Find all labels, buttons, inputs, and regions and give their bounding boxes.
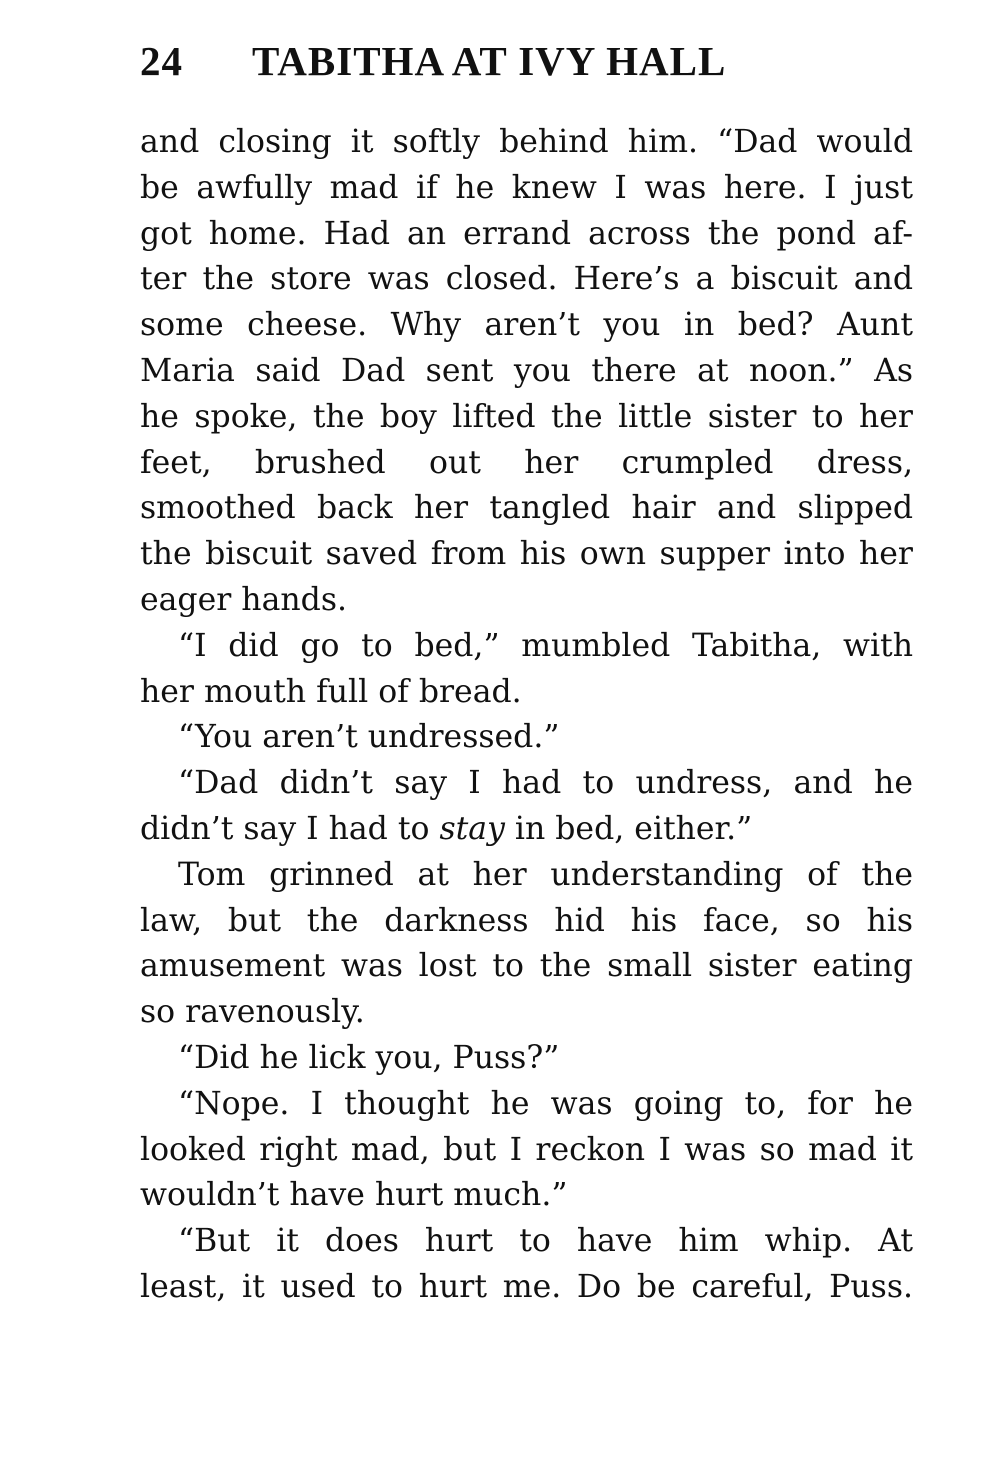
text-line: smoothed back her tangled hair and slipped: [140, 490, 913, 527]
text-line: least, it used to hurt me. Do be careful, Puss.: [140, 1268, 913, 1305]
text-line: law, but the darkness hid his face, so his: [140, 902, 913, 939]
text-line: feet, brushed out her crumpled dress,: [140, 444, 913, 481]
text-line: and closing it softly behind him. “Dad would: [140, 124, 913, 160]
text-line: her mouth full of bread.: [140, 673, 522, 710]
text-line: some cheese. Why aren’t you in bed? Aunt: [140, 307, 913, 344]
text-line: “Dad didn’t say I had to undress, and he: [178, 765, 913, 802]
italic-word: stay: [439, 810, 505, 847]
text-line: got home. Had an errand across the pond af-: [140, 215, 913, 252]
body-text: [140, 120, 913, 1311]
page-number: 24: [140, 38, 183, 84]
text-line-after-italic: in bed, either.”: [504, 810, 753, 847]
text-line: amusement was lost to the small sister eating: [140, 948, 913, 985]
text-line: “Nope. I thought he was going to, for he: [178, 1085, 913, 1122]
text-line: he spoke, the boy lifted the little sister to her: [140, 398, 913, 435]
text-line: be awfully mad if he knew I was here. I just: [140, 169, 913, 206]
text-line: “But it does hurt to have him whip. At: [178, 1223, 913, 1260]
text-line: Maria said Dad sent you there at noon.” As: [140, 352, 913, 389]
text-line: “Did he lick you, Puss?”: [178, 1039, 560, 1076]
text-line-before-italic: didn’t say I had to: [140, 810, 440, 847]
text-line: “I did go to bed,” mumbled Tabitha, with: [178, 627, 913, 664]
text-line: looked right mad, but I reckon I was so mad it: [140, 1131, 913, 1168]
book-title: TABITHA AT IVY HALL: [252, 38, 727, 84]
text-line: [140, 807, 913, 853]
text-line: the biscuit saved from his own supper into her: [140, 536, 913, 573]
text-line: eager hands.: [140, 581, 347, 618]
text-line: wouldn’t have hurt much.”: [140, 1177, 568, 1214]
running-head: [140, 36, 820, 86]
text-line: “You aren’t undressed.”: [178, 719, 560, 756]
text-line: Tom grinned at her understanding of the: [178, 856, 913, 893]
text-line: so ravenously.: [140, 994, 365, 1031]
text-line: ter the store was closed. Here’s a biscuit and: [140, 261, 913, 298]
